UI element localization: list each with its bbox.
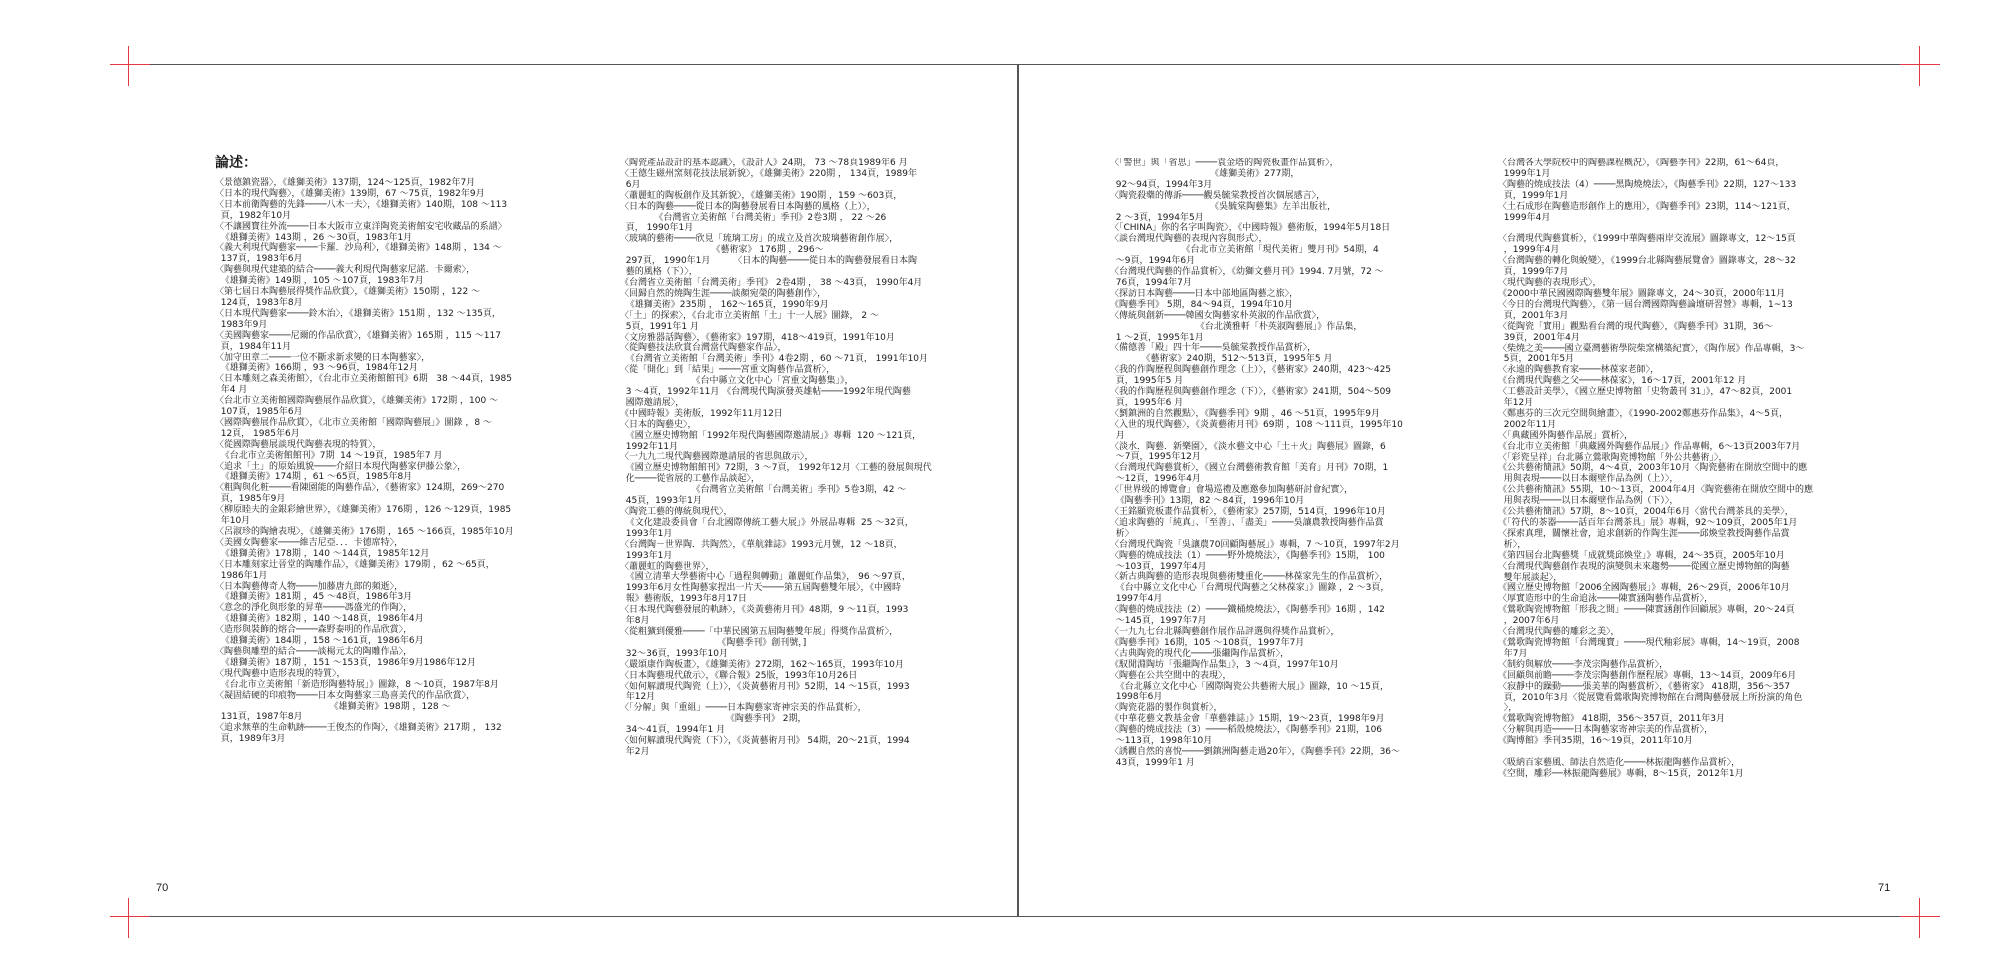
bibliography-entry: 〈景德鎮瓷器〉，《雄獅美術》137期，124～125頁，1982年7月 xyxy=(215,178,476,188)
bibliography-entry: 〈文房雅器話陶藝〉，《藝術家》197期，418～419頁，1991年10月 xyxy=(620,332,895,343)
section-heading: 論述： xyxy=(215,155,257,171)
page-number-left: 70 xyxy=(156,882,169,894)
bibliography-entry: 〈台北市立美術館國際陶藝展作品欣賞〉，《雄獅美術》172期 ，100 ～ 107頁，1985年6月 xyxy=(215,396,499,418)
bibliography-entry: 〈王德生磁州窯刻花技法展新貌〉，《雄獅美術》220期 ， 134頁，1989年 6月 xyxy=(620,168,917,190)
bibliography-entry: 〈台灣現代陶藝創作表現的演變與未來趨勢────從國立歷史博物館的陶藝 雙年展談起〉， xyxy=(1498,561,1790,583)
bibliography-entry: 〈「警世」與「省思」────袁金塔的陶瓷板畫作品賞析〉， 《雄獅美術》277期， 92～94頁，1994年3月 xyxy=(1110,158,1339,190)
bibliography-entry: 〈現代陶藝中造形表現的特質〉， 《台北市立美術館「新造形陶藝特展」》圖錄，8 ～10頁，1987年8月 xyxy=(215,668,499,690)
entry-spacer xyxy=(1498,223,1898,234)
bibliography-entry: 《公共藝術簡訊》57期，8～10頁，2004年6月〈當代台灣茶具的美學〉， xyxy=(1498,507,1794,518)
bibliography-entry: 《台灣現代陶藝之父────林葆家》，16～17頁，2001年12 月 xyxy=(1498,376,1747,387)
bibliography-entry: 〈追求陶藝的「純真」、「至善」、「盡美」────吳讓農教授陶藝作品賞 析〉 xyxy=(1110,517,1384,539)
bibliography-entry: 〈台灣現代陶藝賞析〉，《國立台灣藝術教育館「美育」月刊》70期，1 ～12頁，1996年4月 xyxy=(1110,463,1389,485)
crop-mark xyxy=(110,916,150,917)
bibliography-entry: 《中華花藝文教基金會「華藝雜誌」》15期，19～23頁，1998年9月 xyxy=(1110,714,1385,725)
bibliography-entry: 〈一九九二現代陶藝國際邀請展的省思與啟示〉， 《國立歷史博物館館刊》72期，3 ～7頁， 1992年12月〈工藝的發展與現代 化────從省展的工藝作品談起〉， 《台灣省立美術館「台灣美術」季刊》5卷3期，42 ～ 45頁，1993年1月 xyxy=(620,452,932,507)
bibliography-entry: 〈回歸自然的燒陶生涯────談顏宛榮的陶藝創作〉， 《雄獅美術》235期 ， 162～165頁，1990年9月 xyxy=(620,288,829,310)
bibliography-entry: 〈「土」的探索〉，《台北市立美術館「土」十一人展》圖錄， 2 ～ 5頁，1991年1 月 xyxy=(620,310,879,332)
bibliography-entry: 〈日本前衛陶藝的先鋒────八木一夫〉，《雄獅美術》140期，108 ～113 頁，1982年10月 xyxy=(215,199,508,221)
bibliography-entry: 《台北市立美術館「典藏國外陶藝作品展」》作品專輯，6～13頁2003年7月 xyxy=(1498,441,1801,452)
bibliography-entry: 〈日本的陶藝────從日本的陶藝發展看日本陶藝的風格（上）〉， 《台灣省立美術館「台灣美術」季刊》2卷3期 ， 22 ～26 頁， 1990年1月 xyxy=(620,201,887,234)
bibliography-entry: 〈吸納百家藝風、師法自然造化────林振龍陶藝作品賞析〉， xyxy=(1498,758,1741,769)
bibliography-entry: 《公共藝術簡訊》55期，10～13頁，2004年4月〈陶瓷藝術在開放空間中的應 用與表現────以日本爾壁作品為例（下）〉， xyxy=(1498,485,1813,507)
bibliography-entry: 〈日本陶藝現代啟示〉，《聯合報》25版，1993年10月26日 xyxy=(620,670,858,681)
bibliography-entry: 《陶藝季刊》 5期，84～94頁，1994年10月 xyxy=(1110,299,1293,310)
bibliography-entry: 《空間，雕彩──林振龍陶藝展》專輯，8～15頁，2012年1月 xyxy=(1498,768,1744,779)
bibliography-entry: 〈柳原睦夫的金銀彩繪世界〉，《雄獅美術》176期 ，126 ～129頁，1985 年10月 xyxy=(215,505,512,527)
bibliography-entry: 《鶯歌陶瓷博物館》 418期，356～357頁，2011年3月 xyxy=(1498,714,1726,725)
bibliography-entry: 〈古典陶瓷的現代化────張繼陶作品賞析〉， xyxy=(1110,648,1290,659)
bibliography-entry: 〈制約與解放────李茂宗陶藝作品賞析〉， xyxy=(1498,659,1669,670)
bibliography-entry: 〈寂靜中的躁動────張美華的陶藝賞析〉，《藝術家》 418期，356～357 頁，2010年3月〈從展覽看鶯歌陶瓷博物館在台灣陶藝發展上所扮演的角色 〉， xyxy=(1498,681,1803,714)
bibliography-entry: 〈從陶藝技法欣賞台灣當代陶藝家作品〉， 《台灣省立美術館「台灣美術」季刊》4卷2期 ，60 ～71頁， 1991年10月 xyxy=(620,343,929,365)
bibliography-entry: 〈我的作陶歷程與陶藝創作理念（下）〉，《藝術家》241期，504～509 頁，1995年6 月 xyxy=(1110,387,1392,408)
bibliography-entry: 〈從「開化」到「結果」────宮重文陶藝作品賞析〉， 《台中縣立文化中心「宮重文陶藝集」》， 3 ～4頁，1992年11月 《台灣現代陶演發英雄帖────1992年現代陶藝 國際邀請展〉， xyxy=(620,365,911,408)
bibliography-entry: 〈誘觀自然的喜悅────劉鎮洲陶藝走過20年〉，《陶藝季刊》22期，36～ 43頁，1999年1 月 xyxy=(1110,746,1401,768)
bibliography-entry: 〈談台灣現代陶藝的表現內容與形式〉， 《台北市立美術館「現代美術」雙月刊》54期，4 ～9頁，1994年6月 xyxy=(1110,234,1379,267)
bibliography-entry: 〈陶瓷產品設計的基本認識〉，《設計人》24期， 73 ～78頁1989年6 月 xyxy=(620,158,908,168)
crop-mark xyxy=(1900,64,1940,65)
bibliography-entry: 〈「CHINA」你的名字叫陶瓷〉，《中國時報》藝術版，1994年5月18日 xyxy=(1110,223,1391,234)
bibliography-entry: 〈粗陶與化粧────看陳園能的陶藝作品〉，《藝術家》124期，269～270 頁，1985年9月 xyxy=(215,483,505,505)
bibliography-entry: 〈厚實造形中的生命追泳────陳實涵陶藝作品賞析〉， xyxy=(1498,594,1714,605)
crop-mark xyxy=(1919,46,1920,86)
bibliography-entry: 〈台灣現代陶藝的雕彩之美〉， xyxy=(1498,627,1620,638)
bibliography-entry: 〈呂淑珍的陶繪表現〉，《雄獅美術》176期 ，165 ～166頁，1985年10月 xyxy=(215,527,514,537)
bibliography-entry: 〈我的作陶歷程與陶藝創作理念（上）〉，《藝術家》240期，423～425 頁，1995年5 月 xyxy=(1110,365,1392,387)
bibliography-entry: 〈工藝設計美學〉，《國立歷史博物館「史物叢刊 31」》，47～82頁，2001 年12月 xyxy=(1498,387,1793,409)
bibliography-entry: 〈加守田章二────一位不斷求新求變的日本陶藝家〉， 《雄獅美術》166期 ，93 ～96頁，1984年12月 xyxy=(215,352,431,374)
bibliography-entry: 〈鄭惠芬的三次元空間與繪畫〉，《1990-2002鄭惠芬作品集》，4～5頁， 2002年11月 xyxy=(1498,408,1789,430)
bibliography-entry: 〈探訪日本陶藝────日本中部地區陶藝之旅〉， xyxy=(1110,288,1299,299)
bibliography-entry: 〈「分解」與「重組」────日本陶藝家寄神宗美的作品賞析〉， 《陶藝季刊》 2期， 34～41頁，1994年1 月 xyxy=(620,703,867,736)
crop-mark xyxy=(128,46,129,86)
bibliography-entry: 〈嚴頌康作陶板畫〉，《雄獅美術》272期，162～165頁，1993年10月 xyxy=(620,659,904,670)
bibliography-entry: 〈陶藝的燒成技法（3）────稻殼燒燒法〉，《陶藝季刊》21期，106 ～113頁，1998年10月 xyxy=(1110,725,1383,747)
bibliography-entry: 〈陶瓷殺藥的傳訴────觀吳毓棠教授首次個展感言〉， 《吳毓棠陶藝集》左羊出版社， 2 ～3頁，1994年5月 xyxy=(1110,190,1337,223)
crop-mark xyxy=(128,898,129,938)
bibliography-entry: 〈今日的台灣現代陶藝〉，《第一屆台灣國際陶藝論壇研習營》專輯，1~13 頁，2001年3月 xyxy=(1498,299,1793,321)
bibliography-entry: 〈日本雕刻之森美術館〉，《台北市立美術館館刊》6期 38 ～44頁，1985 年4 月 xyxy=(215,374,512,396)
bibliography-entry: 〈永遠的陶藝教育家────林葆家老師〉， xyxy=(1498,365,1660,376)
book-spine xyxy=(1017,64,1019,916)
bibliography-entry: 〈日本陶藝傳奇人物────加藤唐九郎的頻逝〉， 《雄獅美術》181期 ，45 ～48頁，1986年3月 xyxy=(215,581,413,603)
bibliography-entry: 〈陶藝與現代建築的結合────義大利現代陶藝家尼諾．卡爾索〉， 《雄獅美術》149期 ，105 ～107頁，1983年7月 xyxy=(215,265,476,287)
bibliography-entry: 〈如何解讀現代陶瓷（上）〉，《炎黃藝術月刊》52期，14 ～15頁，1993 年12月 xyxy=(620,681,910,703)
bibliography-entry: 〈蕭麗虹的陶藝世界〉， 《國立清華大學藝術中心「過程與轉動」蕭麗虹作品集》， 96 ～97頁， 1993年6月女性陶藝家捏出一片天────第五屆陶藝雙年展〉，《中國時 報》藝術版，1993年8月17日 xyxy=(620,561,911,605)
page-number-right: 71 xyxy=(1878,882,1891,894)
page-frame-top-line xyxy=(128,64,1920,65)
bibliography-entry: 〈台灣現代陶藝的作品賞析〉，《幼獅文藝月刊》1994. 7月號，72 ～ 76頁，1994年7月 xyxy=(1110,267,1384,288)
bibliography-entry: 〈不讓國寶往外流────日本大阪市立東洋陶瓷美術館安宅收藏品的系譜〉 《雄獅美術》143期 ，26 ～30頁，1983年1月 xyxy=(215,221,507,243)
bibliography-entry: 〈追求「土」的原始風貌────介紹日本現代陶藝家伊藤公象〉， 《雄獅美術》174期 ，61 ～65頁，1985年8月 xyxy=(215,461,467,483)
bibliography-entry: 〈玻璃的藝術────欣見「琉璃工房」的成立及首次玻璃藝術創作展〉， 《藝術家》 176期 ，296～ 297頁， 1990年1月 〈日本的陶藝────從日本的陶藝發展看日本陶 藝的風格（下）〉， xyxy=(620,234,917,278)
bibliography-entry: 〈土石成形在陶藝造形創作上的應用〉，《陶藝季刊》23期，114～121頁， 1999年4月 xyxy=(1498,201,1796,223)
bibliography-entry: 〈蕭麗虹的陶板創作及其新貌〉，《雄獅美術》190期 ，159 ～603頁， xyxy=(620,190,903,201)
bibliography-entry: 〈造形與裝飾的熔合────森野泰明的作品欣賞〉， 《雄獅美術》184期 ，158 ～161頁，1986年6月 xyxy=(215,625,424,647)
bibliography-entry: 〈意念的淨化與形象的昇華────馮盛光的作陶〉， 《雄獅美術》182期 ，140 ～148頁，1986年4月 xyxy=(215,603,424,625)
bibliography-entry: 〈陶藝與雕塑的結合────談楊元太的陶雕作品〉， 《雄獅美術》187期 ，151 ～153頁，1986年9月1986年12月 xyxy=(215,646,476,668)
bibliography-entry: 〈陶藝的燒成技法（4）────黑陶燒燒法〉，《陶藝季刊》22期，127～133 頁，1999年1月 xyxy=(1498,179,1797,201)
bibliography-entry: 《台灣省立美術館「台灣美術」季刊》 2卷4期 ， 38 ～43頁， 1990年4月 xyxy=(620,277,923,288)
column-4 xyxy=(1498,158,1898,874)
bibliography-entry: 〈傳統與創新────韓國女陶藝家朴英淑的作品欣賞〉， 《台北漢雅軒「朴英淑陶藝展」》作品集， 1 ～2頁，1995年1月 xyxy=(1110,310,1363,343)
page-frame-bottom-line xyxy=(128,916,1920,917)
bibliography-entry: 〈凝固結硬的印痕物────日本女陶藝家三島喜美代的作品欣賞〉， 《雄獅美術》198期 ，128 ～ 131頁，1987年8月 xyxy=(215,690,476,723)
bibliography-entry: 《第四屆台北陶藝獎「成就獎邱煥堂」》專輯，24～35頁，2005年10月 xyxy=(1498,550,1785,561)
bibliography-entry: 《陶藝季刊》16期，105 ～108頁，1997年7月 xyxy=(1110,637,1305,648)
bibliography-entry: 〈台灣陶－世界陶．共陶然〉，《華航雜誌》1993元月號，12 ～18頁， 1993年1月 xyxy=(620,539,903,561)
bibliography-entry: 《鶯歌陶瓷博物館「形我之間」────陳實涵創作回顧展》專輯，20～24頁 ，2007年6月 xyxy=(1498,605,1795,627)
bibliography-entry: 〈「彩瓷呈祥」台北縣立鶯歌陶瓷博物館「外公共藝術」〉， xyxy=(1498,452,1728,463)
bibliography-entry: 〈陶藝的燒成技法（2）────鐵桶燒燒法〉，《陶藝季刊》16期 ，142 ～145頁，1997年7月 xyxy=(1110,605,1385,627)
bibliography-entry: 〈義大利現代陶藝家────卡羅．沙烏利〉，《雄獅美術》148期 ，134 ～ 137頁，1983年6月 xyxy=(215,243,502,265)
column-3 xyxy=(1110,158,1485,874)
bibliography-entry: 〈現代陶藝的表現形式〉， xyxy=(1498,278,1602,289)
bibliography-entry: 〈台灣各大學院校中的陶藝課程概況〉，《陶藝季刊》22期，61～64頁， 1999年1月 xyxy=(1498,158,1785,179)
crop-mark xyxy=(110,64,150,65)
bibliography-entry: 《「符代的茶器────話百年台灣茶具」展》專輯，92～109頁，2005年1月 xyxy=(1498,518,1798,528)
entry-spacer xyxy=(1498,747,1898,758)
bibliography-entry: 〈「典藏國外陶藝作品展」賞析〉， xyxy=(1498,430,1634,441)
bibliography-entry: 〈淡水．陶藝．新樂園〉，《淡水藝文中心「土＋火」陶藝展》圖錄，6 ～7頁，1995年12月 xyxy=(1110,441,1386,463)
bibliography-entry: 〈追求無華的生命軌跡────王俊杰的作陶〉，《雄獅美術》217期 ， 132 頁，1989年3月 xyxy=(215,723,502,745)
bibliography-entry: 〈國際陶藝展作品欣賞〉，《北市立美術館「國際陶藝展」》圖錄 ，8 ～ 12頁， 1985年6月 xyxy=(215,417,492,439)
bibliography-entry: 《馭閒淵陶坊「張繼陶作品集」》，3 ～4頁，1997年10月 xyxy=(1110,659,1339,670)
bibliography-entry: 〈台灣現代陶瓷「吳讓農70回顧陶藝展」》專輯，7 ～10頁，1997年2月 xyxy=(1110,539,1400,550)
bibliography-entry: 〈日本現代陶藝發展的軌跡〉，《炎黃藝術月刊》48期，9 ～11頁，1993 年8月 xyxy=(620,605,909,627)
bibliography-entry: 〈分解與再造────日本陶藝家寄神宗美的作品賞析〉， xyxy=(1498,725,1714,736)
column-2 xyxy=(620,158,990,874)
bibliography-entry: 〈從粗獷到優雅────「中華民國第五屆陶藝雙年展」得獎作品賞析〉， 《陶藝季刊》創刊號，] 32～36頁，1993年10月 xyxy=(620,626,899,659)
bibliography-entry: 〈美國女陶藝家────維吉尼亞．．．卡德席特〉， 《雄獅美術》178期 ，140 ～144頁，1985年12月 xyxy=(215,537,430,559)
bibliography-entry: 〈新古典陶藝的造形表現與藝術雙重化────林葆家先生的作品賞析〉， 《台中縣立文化中心「台灣現代陶藝之父林葆家」》圖錄 ，2 ～3頁， 1997年4月 xyxy=(1110,572,1390,605)
bibliography-entry: 〈日本雕刻家辻晉堂的陶雕作品〉，《雄獅美術》179期 ，62 ～65頁， 1986年1月 xyxy=(215,559,495,581)
bibliography-entry: 〈王銘顯瓷板畫作品賞析〉，《藝術家》257期，514頁，1996年10月 xyxy=(1110,507,1386,517)
bibliography-entry: 〈台灣現代陶藝賞析〉，《1999中華陶藝兩岸交流展》圖錄專文，12～15頁 ，1999年4月 xyxy=(1498,234,1796,256)
bibliography-entry: 〈如何解讀現代陶瓷（下）〉，《炎黃藝術月刊》 54期，20～21頁，1994 年2月 xyxy=(620,736,910,757)
bibliography-entry: 《鶯歌陶瓷博物館「台灣瑰寶」────現代釉彩展》專輯，14～19頁，2008 年7月 xyxy=(1498,637,1800,659)
bibliography-entry: 〈入世的現代陶藝〉，《炎黃藝術月刊》69期 ，108 ～111頁，1995年10 月 xyxy=(1110,419,1403,441)
bibliography-entry: 《中國時報》美術版，1992年11月12日 xyxy=(620,408,783,419)
bibliography-entry: 《2000中華民國國際陶藝雙年展》圖錄專文，24～30頁，2000年11月 xyxy=(1498,288,1786,299)
bibliography-entry: 〈從國際陶藝展談現代陶藝表現的特質〉， 《台北市立美術館館刊》7期 14 ～19頁，1985年7 月 xyxy=(215,439,443,461)
bibliography-entry: 《國立歷史博物館「2006全國陶藝展」》專輯，26～29頁，2006年10月 xyxy=(1498,583,1790,594)
bibliography-entry: 〈陶藝在公共空間中的表現〉， 《台北縣立文化中心「國際陶瓷公共藝術大展」》圖錄，10 ～15頁， 1998年6月 xyxy=(1110,670,1390,703)
bibliography-entry: 〈柴燒之美────國立臺灣藝術學院柴窯構築紀實〉，《陶作展》作品專輯，3～ 5頁，2001年5月 xyxy=(1498,343,1805,365)
bibliography-entry: 〈備德善「殿」四十年────吳毓棠教授作品賞析〉， 《藝術家》240期，512～513頁，1995年5 月 xyxy=(1110,343,1333,365)
bibliography-entry: 〈台灣陶藝的轉化與蛻變〉，《1999台北縣陶藝展覽會》圖錄專文，28～32 頁，1999年7月 xyxy=(1498,256,1796,278)
bibliography-entry: 〈一九九七台北縣陶藝創作展作品評選與得獎作品賞析〉， xyxy=(1110,626,1340,637)
bibliography-entry: 〈「世界级的博覽會」會場巡禮及應邀參加陶藝研討會紀實〉， 《陶藝季刊》13期，82 ～84頁，1996年10月 xyxy=(1110,485,1354,507)
bibliography-entry: 〈從陶瓷「實用」觀點看台灣的現代陶藝〉，《陶藝季刊》31期，36～ 39頁，2001年4月 xyxy=(1498,321,1773,343)
bibliography-entry: 〈第七屆日本陶藝展得獎作品欣賞〉，《雄獅美術》150期 ，122 ～ 124頁，1983年8月 xyxy=(215,287,481,308)
bibliography-entry: 〈陶藝的燒成技法（1）────野外燒燒法〉，《陶藝季刊》15期， 100 ～103頁，1997年4月 xyxy=(1110,550,1385,572)
bibliography-entry: 〈日本的現代陶藝〉，《雄獅美術》139期，67 ～75頁，1982年9月 xyxy=(215,188,485,199)
bibliography-entry: 〈日本的陶藝史〉， 《國立歷史博物館「1992年現代陶藝國際邀請展」》專輯 120 ～121頁， 1992年11月 xyxy=(620,419,922,452)
crop-mark xyxy=(1919,898,1920,938)
bibliography-entry: 〈美國陶藝家────尼爾的作品欣賞〉，《雄獅美術》165期 ，115 ～117 頁，1984年11月 xyxy=(215,330,501,352)
bibliography-entry: 《陶博館》季刊35期，16～19頁，2011年10月 xyxy=(1498,736,1693,747)
bibliography-entry: 《回顧與前瞻────李茂宗陶藝創作歷程展》專輯，13～14頁，2009年6月 xyxy=(1498,670,1797,681)
bibliography-entry: 〈陶瓷工藝的傳統與現代〉， 《文化建設委員會「台北國際傳統工藝大展」》外展品專輯 25 ～32頁， 1993年1月 xyxy=(620,507,914,539)
column-1 xyxy=(215,154,585,874)
bibliography-entry: 《公共藝術簡訊》50期，4～4頁，2003年10月〈陶瓷藝術在開放空間中的應 用與表現────以日本爾壁作品為例（上）〉， xyxy=(1498,463,1808,485)
bibliography-entry: 〈日本現代陶藝家────鈴木治〉，《雄獅美術》151期 ，132 ～135頁， 1983年9月 xyxy=(215,308,501,330)
bibliography-entry: 〈探索真理，關懷社會，追求創新的作陶生涯────邱煥堂教授陶藝作品賞 析〉， xyxy=(1498,528,1790,550)
bibliography-entry: 〈劉鎮洲的自然觀點〉，《陶藝季刊》9期 ，46 ～51頁，1995年9月 xyxy=(1110,408,1380,419)
crop-mark xyxy=(1900,916,1940,917)
bibliography-entry: 〈陶瓷花器的製作與賞析〉， xyxy=(1110,703,1223,714)
